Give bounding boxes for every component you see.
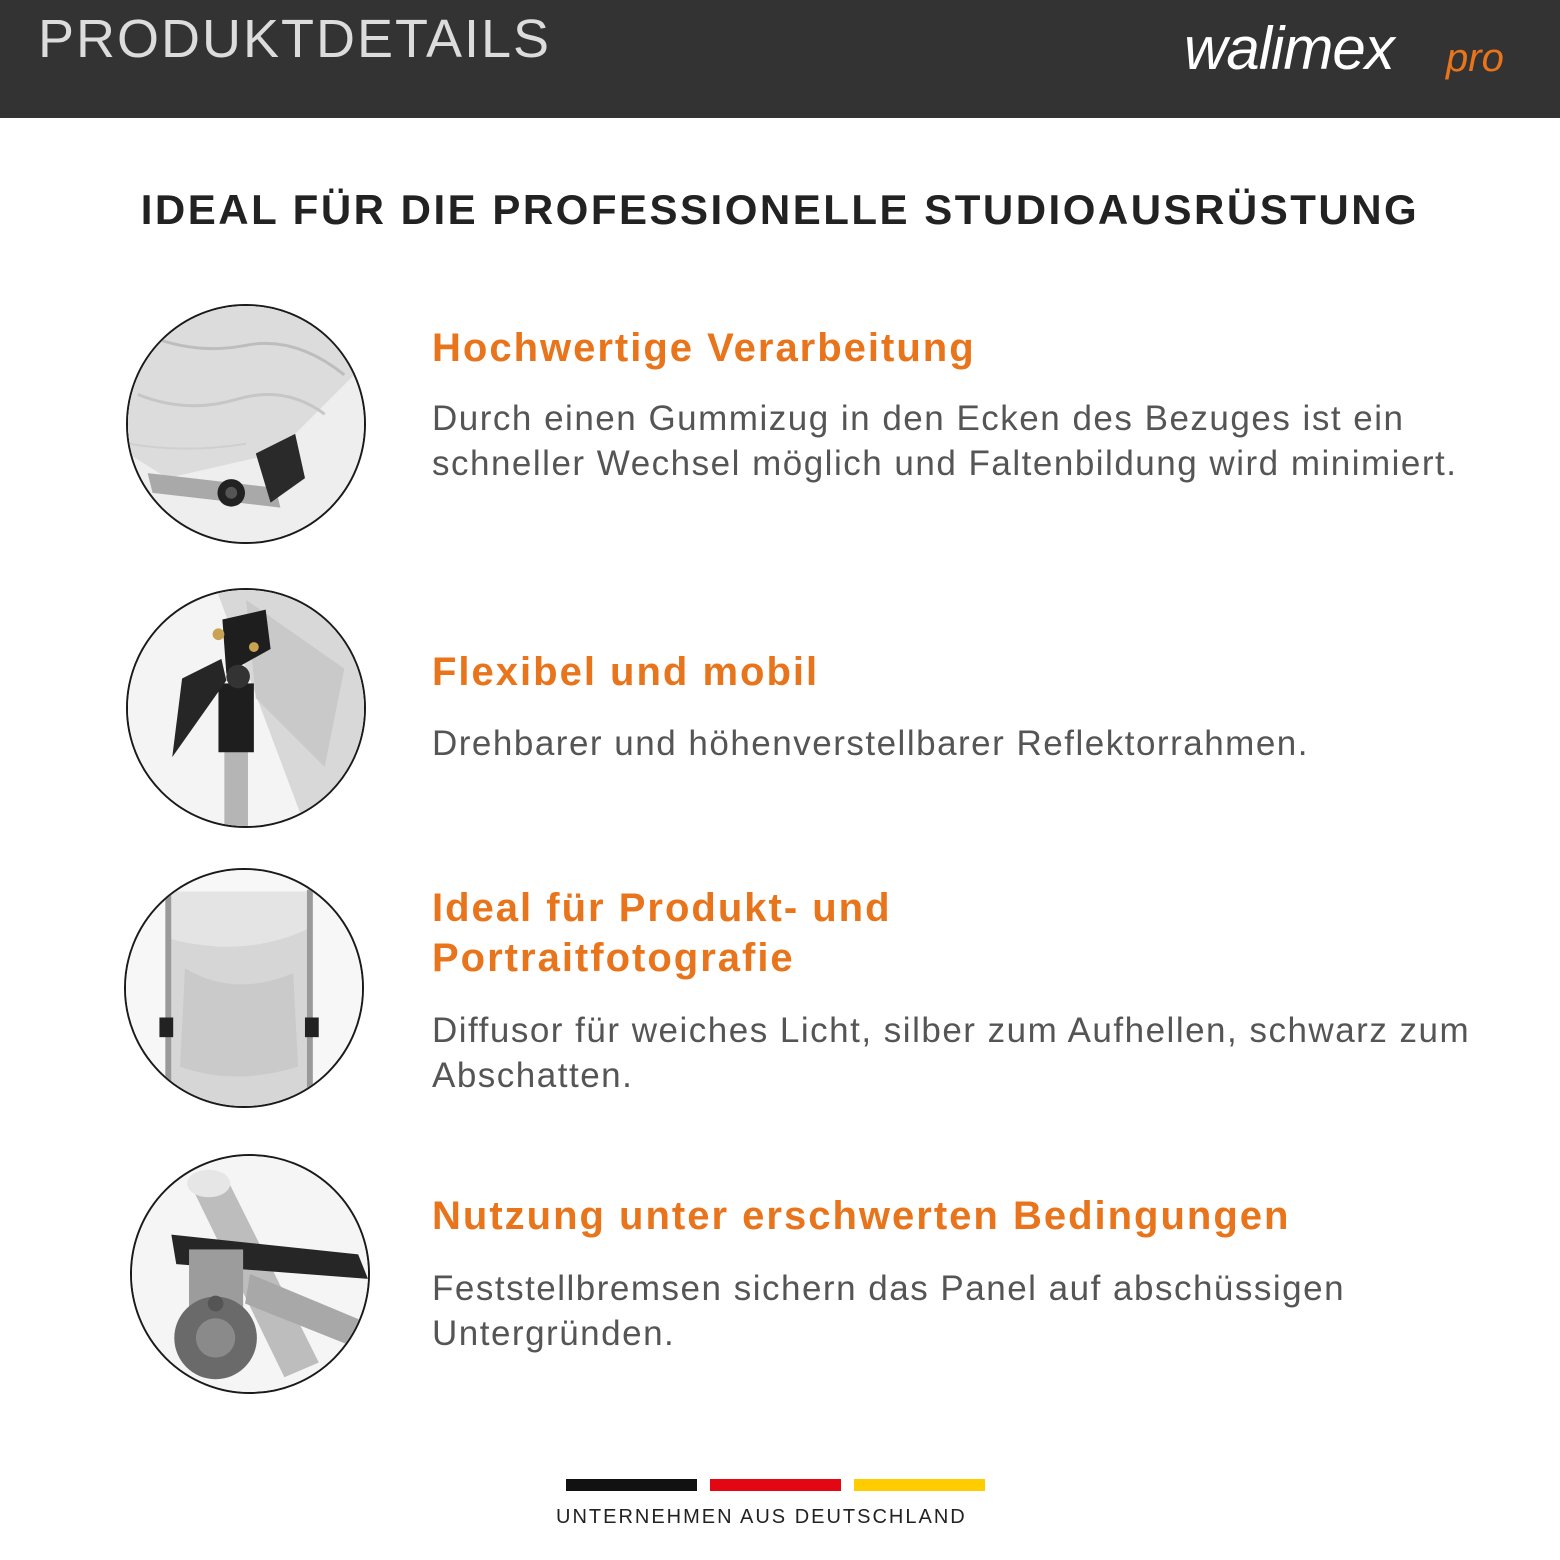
flag-stripe-gold [854,1479,985,1491]
footer-text: UNTERNEHMEN AUS DEUTSCHLAND [556,1506,967,1528]
feature-title-3-line1: Ideal für Produkt- und [432,886,892,930]
main-heading: IDEAL FÜR DIE PROFESSIONELLE STUDIOAUSRÜSTUNG [140,186,1420,233]
feature-desc-2: Drehbarer und höhenverstellbarer Reflektorrahmen. [432,724,1309,763]
header-bar [0,0,1560,118]
walimex-pro-logo [1184,6,1534,86]
header-title: PRODUKTDETAILS [38,9,552,69]
feature-title-1: Hochwertige Verarbeitung [432,326,976,370]
rotating-stand-clamp-image [126,588,366,828]
flag-stripe-black [566,1479,697,1491]
logo-walimex-text: walimex [1184,15,1394,82]
flag-stripe-red [710,1479,841,1491]
reflector-corner-clip-image [126,304,366,544]
feature-title-4: Nutzung unter erschwerten Bedingungen [432,1194,1291,1238]
feature-desc-4: Feststellbremsen sichern das Panel auf abschüssigen Untergründen. [432,1269,1346,1353]
caster-brake-wheel-image [130,1154,370,1394]
diffusor-panel-image [124,868,364,1108]
feature-title-3-line2: Portraitfotografie [432,936,795,980]
feature-title-2: Flexibel und mobil [432,650,820,694]
feature-desc-1: Durch einen Gummizug in den Ecken des Bezuges ist ein schneller Wechsel möglich und Faltenbildung wird minimiert. [432,399,1458,483]
logo-pro-text: pro [1446,36,1504,80]
feature-desc-3: Diffusor für weiches Licht, silber zum Aufhellen, schwarz zum Abschatten. [432,1011,1471,1095]
